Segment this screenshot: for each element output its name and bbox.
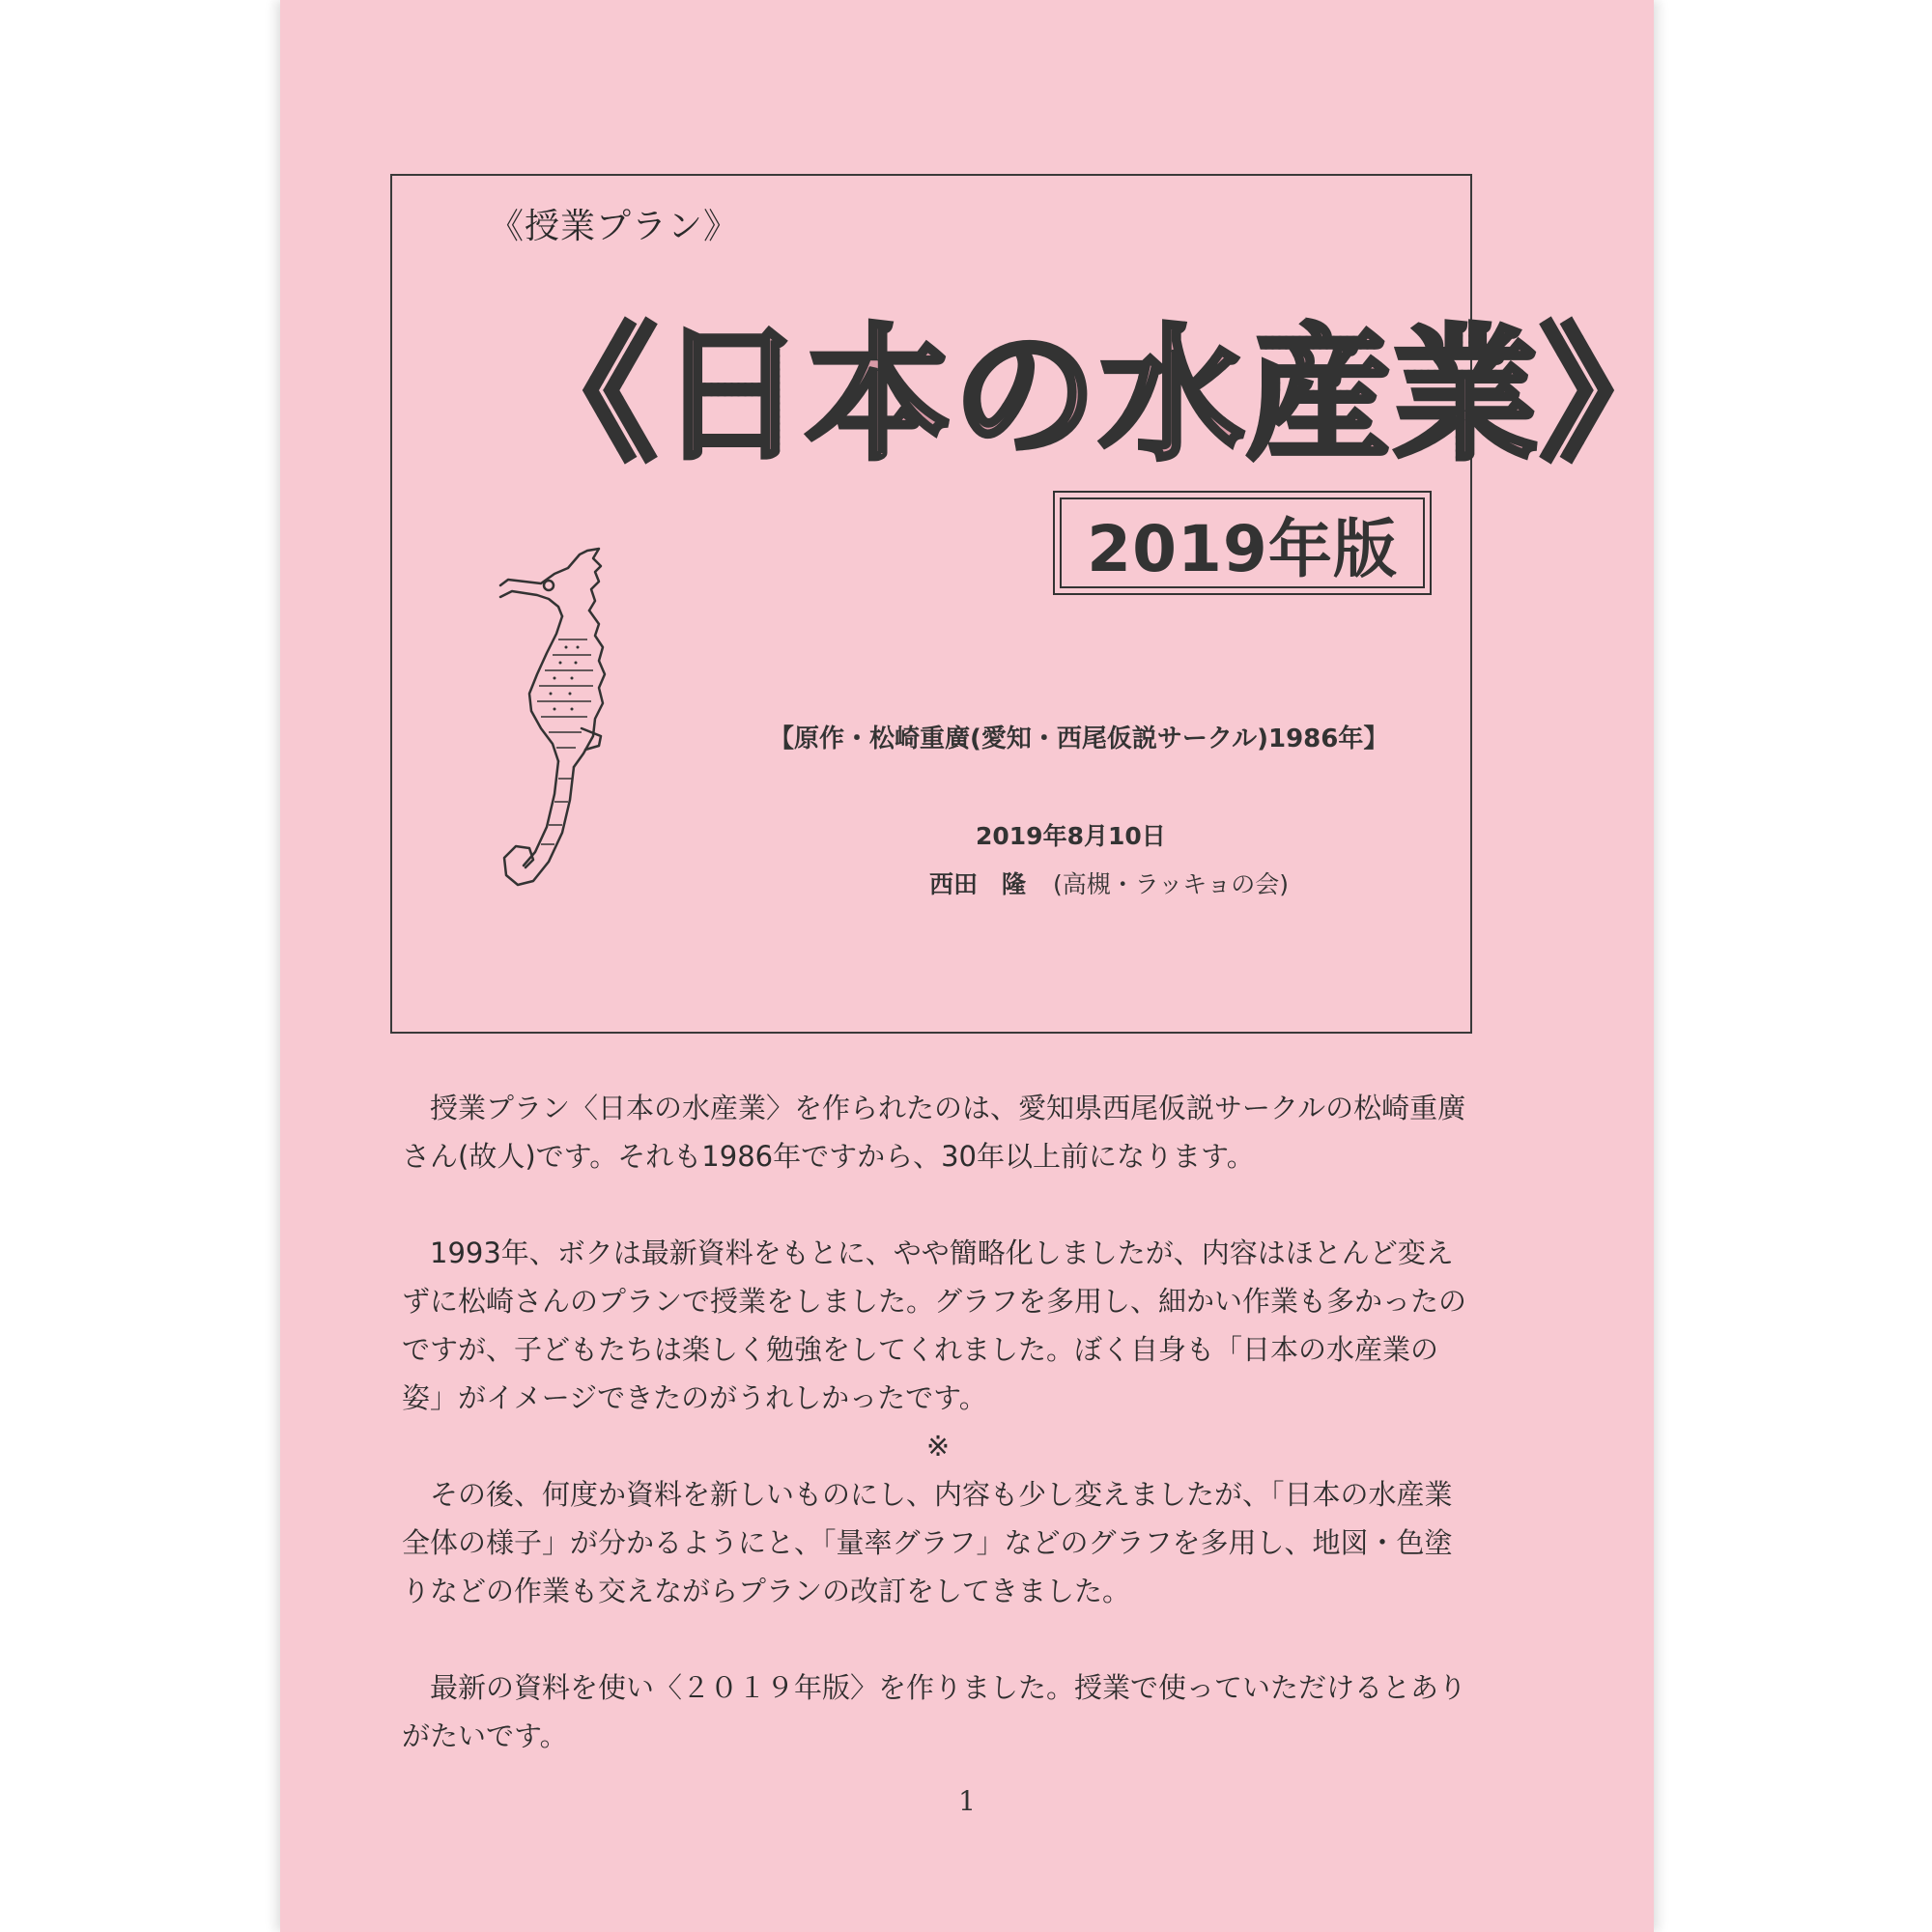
paragraph-2: 1993年、ボクは最新資料をもとに、やや簡略化しましたが、内容はほとんど変えずに松崎さんのプランで授業をしました。グラフを多用し、細かい作業も多かったのですが、子どもたちは楽しく勉強をしてくれました。ぼく自身も「日本の水産業の姿」がイメージできたのがうれしかったです。 — [402, 1236, 1467, 1414]
edition-badge — [1053, 491, 1432, 595]
author-line — [929, 866, 1289, 900]
plan-kicker: 《授業プラン》 — [489, 207, 740, 246]
author-affiliation: (高槻・ラッキョの会) — [1053, 870, 1290, 898]
seahorse-icon — [498, 547, 711, 914]
paragraph-3: その後、何度か資料を新しいものにし、内容も少し変えましたが、「日本の水産業全体の様子」が分かるようにと、「量率グラフ」などのグラフを多用し、地図・色塗りなどの作業も交えながらプランの改訂をしてきました。 — [402, 1478, 1453, 1607]
edition-label: 2019年版 — [1060, 497, 1425, 588]
cover-frame — [390, 174, 1688, 1034]
paragraph-4: 最新の資料を使い〈２０１９年版〉を作りました。授業で使っていただけるとありがたいです。 — [402, 1671, 1467, 1752]
page-number: 1 — [958, 1785, 976, 1817]
paragraph-1: 授業プラン〈日本の水産業〉を作られたのは、愛知県西尾仮説サークルの松崎重廣さん(故人)です。それも1986年ですから、30年以上前になります。 — [402, 1092, 1466, 1173]
author-name: 西田 隆 — [929, 870, 1027, 898]
section-separator: ※ — [925, 1430, 951, 1463]
original-author-credit: 【原作・松崎重廣(愛知・西尾仮説サークル)1986年】 — [769, 724, 1389, 753]
publication-date: 2019年8月10日 — [976, 822, 1166, 850]
page-title: 《日本の水産業》 — [512, 278, 1687, 487]
body-text — [402, 1084, 1474, 1760]
document-page — [280, 0, 1688, 1932]
